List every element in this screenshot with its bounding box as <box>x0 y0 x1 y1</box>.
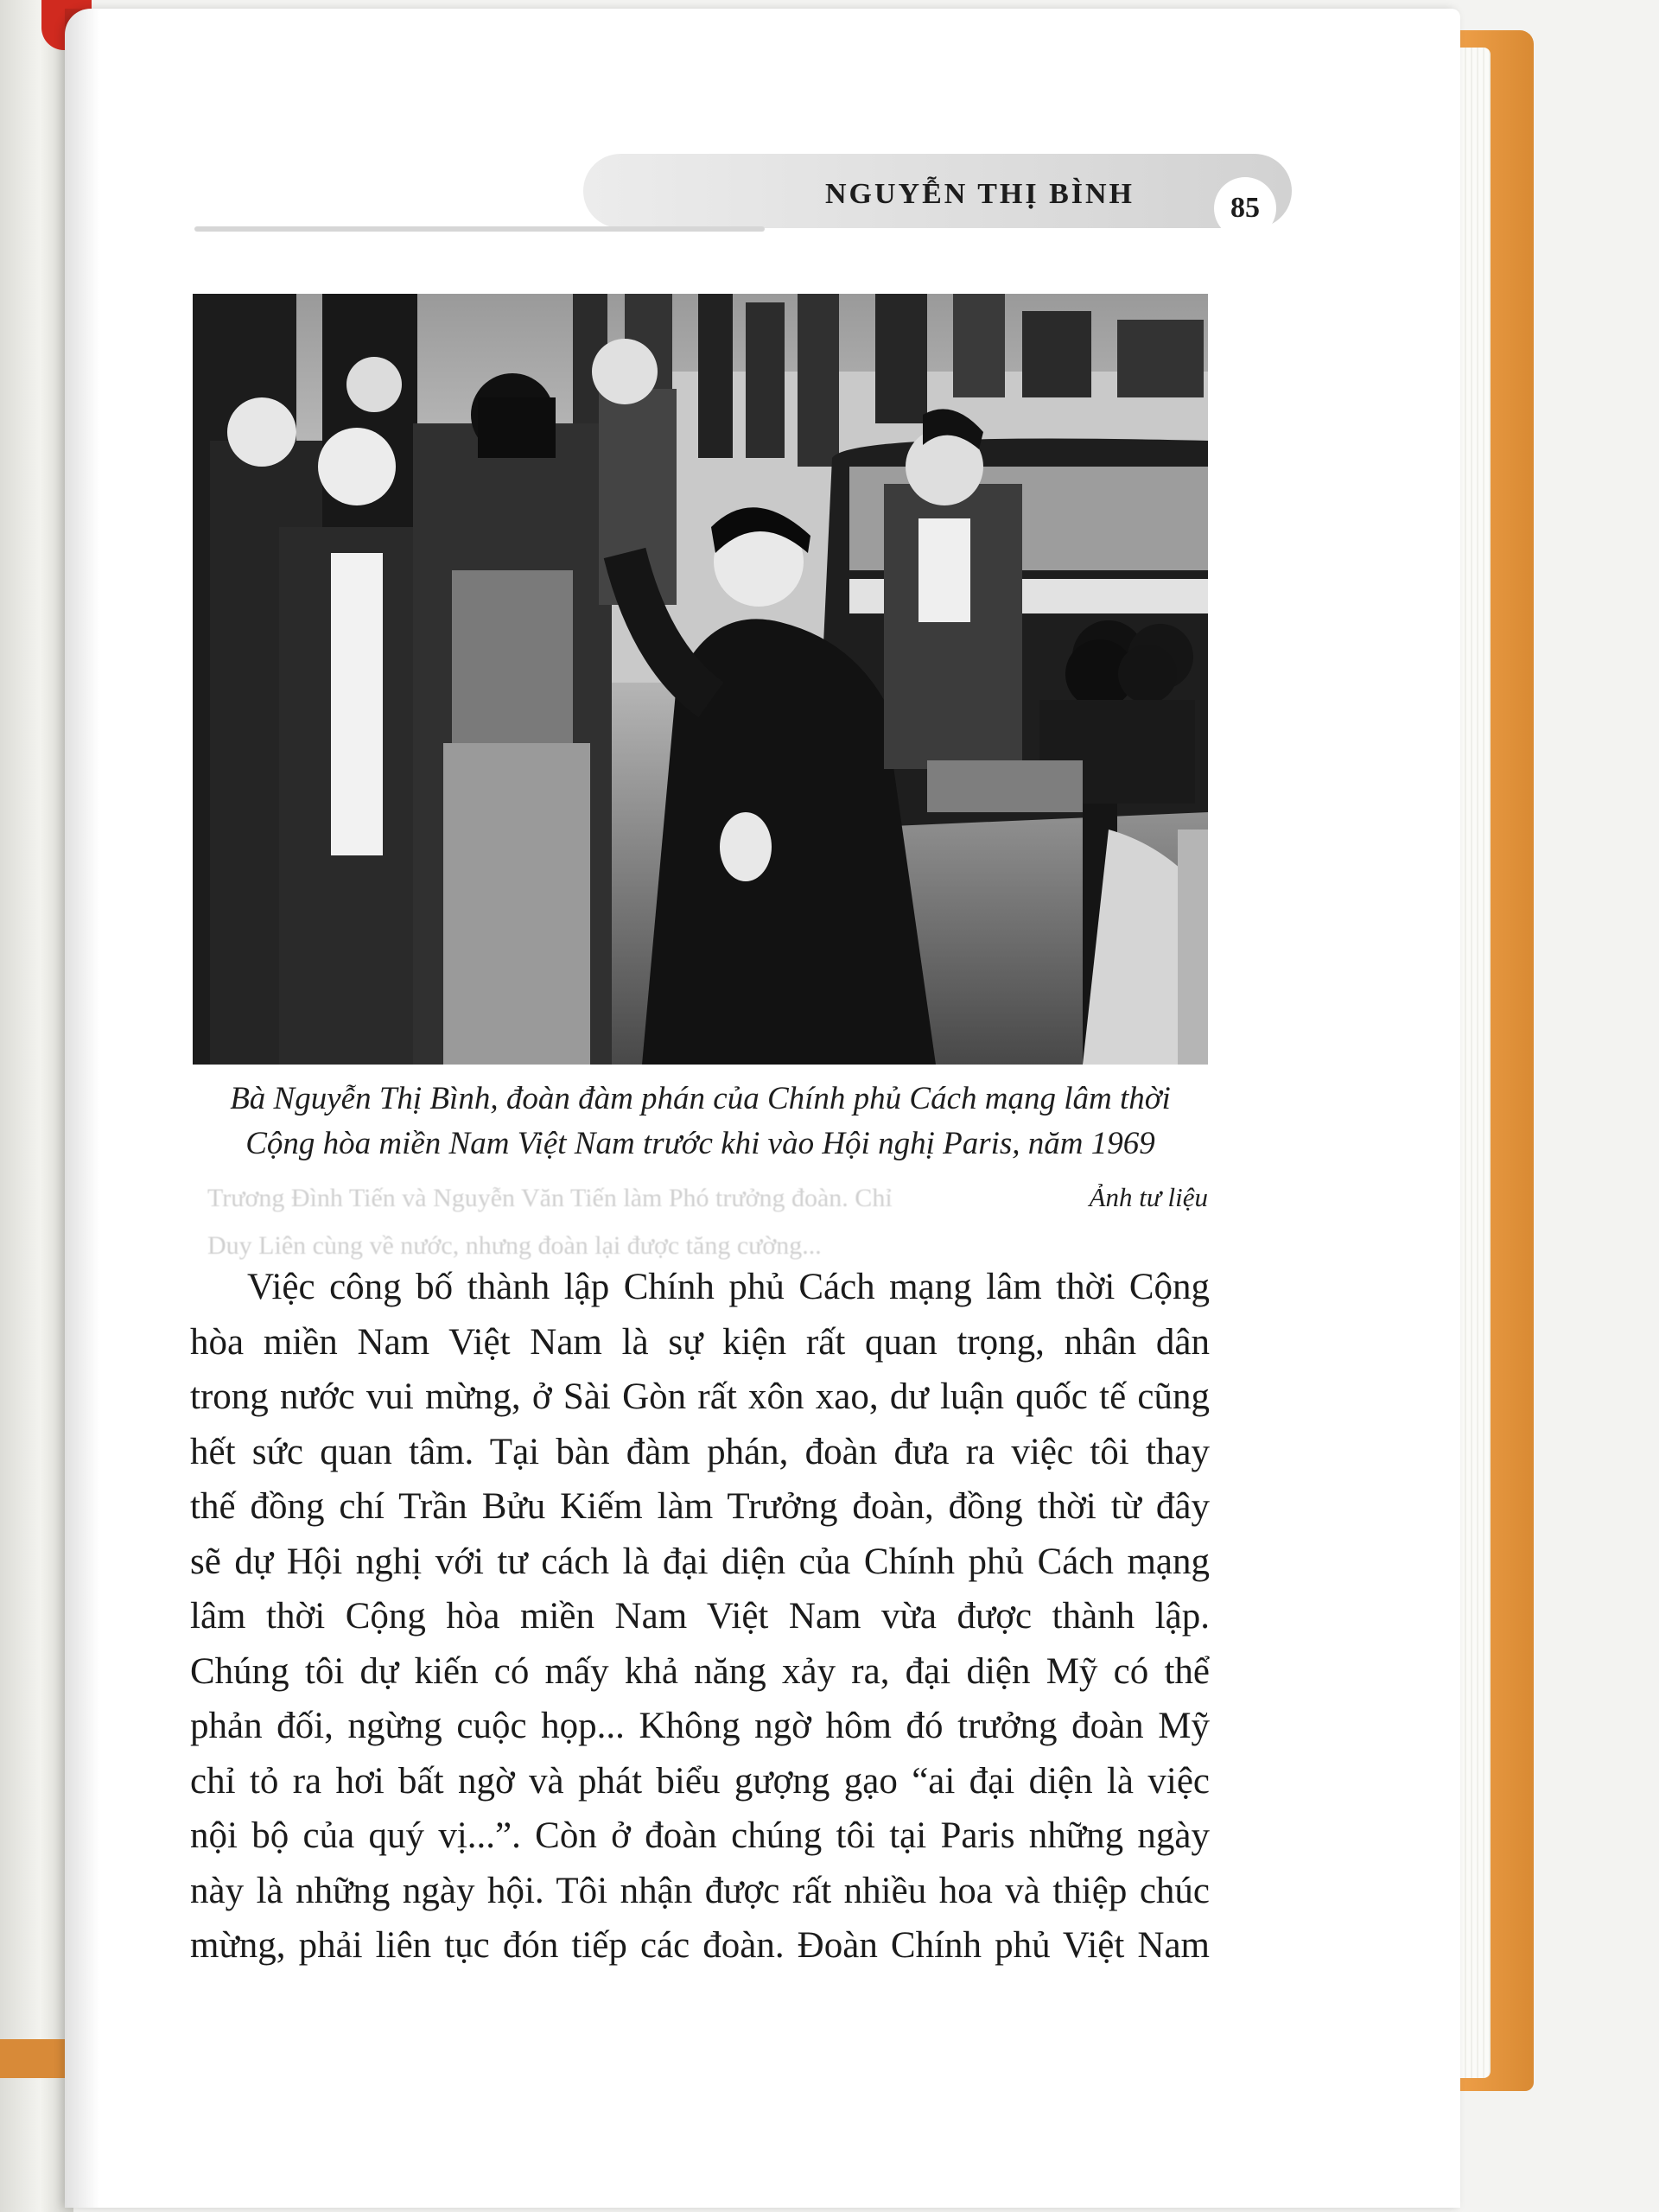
body-line: nội bộ của quý vị...”. Còn ở đoàn chúng tôi tại Paris những ngày <box>190 1815 1210 1856</box>
historical-photo <box>193 294 1208 1065</box>
page-number: 85 <box>1214 177 1276 239</box>
body-line: mừng, phải liên tục đón tiếp các đoàn. Đoàn Chính phủ Việt Nam <box>190 1925 1210 1966</box>
bleed-through-text-2: Duy Liên cùng về nước, nhưng đoàn lại được tăng cường... <box>207 1231 822 1260</box>
figure-caption-line-1: Bà Nguyễn Thị Bình, đoàn đàm phán của Chính phủ Cách mạng lâm thời <box>230 1081 1171 1116</box>
body-line: lâm thời Cộng hòa miền Nam Việt Nam vừa được thành lập. <box>190 1596 1210 1637</box>
body-line: phản đối, ngừng cuộc họp... Không ngờ hôm đó trưởng đoàn Mỹ <box>190 1706 1210 1746</box>
body-line: hết sức quan tâm. Tại bàn đàm phán, đoàn đưa ra việc tôi thay <box>190 1431 1210 1472</box>
body-line: Việc công bố thành lập Chính phủ Cách mạng lâm thời Cộng <box>247 1267 1210 1307</box>
body-line: chỉ tỏ ra hơi bất ngờ và phát biểu gượng gạo “ai đại diện là việc <box>190 1760 1210 1802</box>
left-cover-corner <box>0 2039 69 2078</box>
figure-caption-line-2: Cộng hòa miền Nam Việt Nam trước khi vào Hội nghị Paris, năm 1969 <box>245 1126 1155 1161</box>
body-line: Chúng tôi dự kiến có mấy khả năng xảy ra, đại diện Mỹ có thể <box>190 1650 1210 1692</box>
header-rule <box>194 226 765 232</box>
running-head: NGUYỄN THỊ BÌNH <box>825 178 1135 210</box>
photo-credit: Ảnh tư liệu <box>1089 1182 1208 1212</box>
bleed-through-text-1: Trương Đình Tiến và Nguyễn Văn Tiến làm Phó trưởng đoàn. Chỉ <box>207 1184 893 1212</box>
body-line: này là những ngày hội. Tôi nhận được rất nhiều hoa và thiệp chúc <box>190 1870 1210 1911</box>
body-line: hòa miền Nam Việt Nam là sự kiện rất quan trọng, nhân dân <box>190 1321 1210 1363</box>
body-line: trong nước vui mừng, ở Sài Gòn rất xôn xao, dư luận quốc tế cũng <box>190 1376 1210 1417</box>
body-line: thế đồng chí Trần Bửu Kiếm làm Trưởng đoàn, đồng thời từ đây <box>190 1486 1210 1527</box>
left-page-edge <box>0 0 73 2212</box>
body-line: sẽ dự Hội nghị với tư cách là đại diện của Chính phủ Cách mạng <box>190 1541 1210 1582</box>
body-paragraph <box>190 1260 1210 1974</box>
gutter-shadow <box>65 9 99 2208</box>
